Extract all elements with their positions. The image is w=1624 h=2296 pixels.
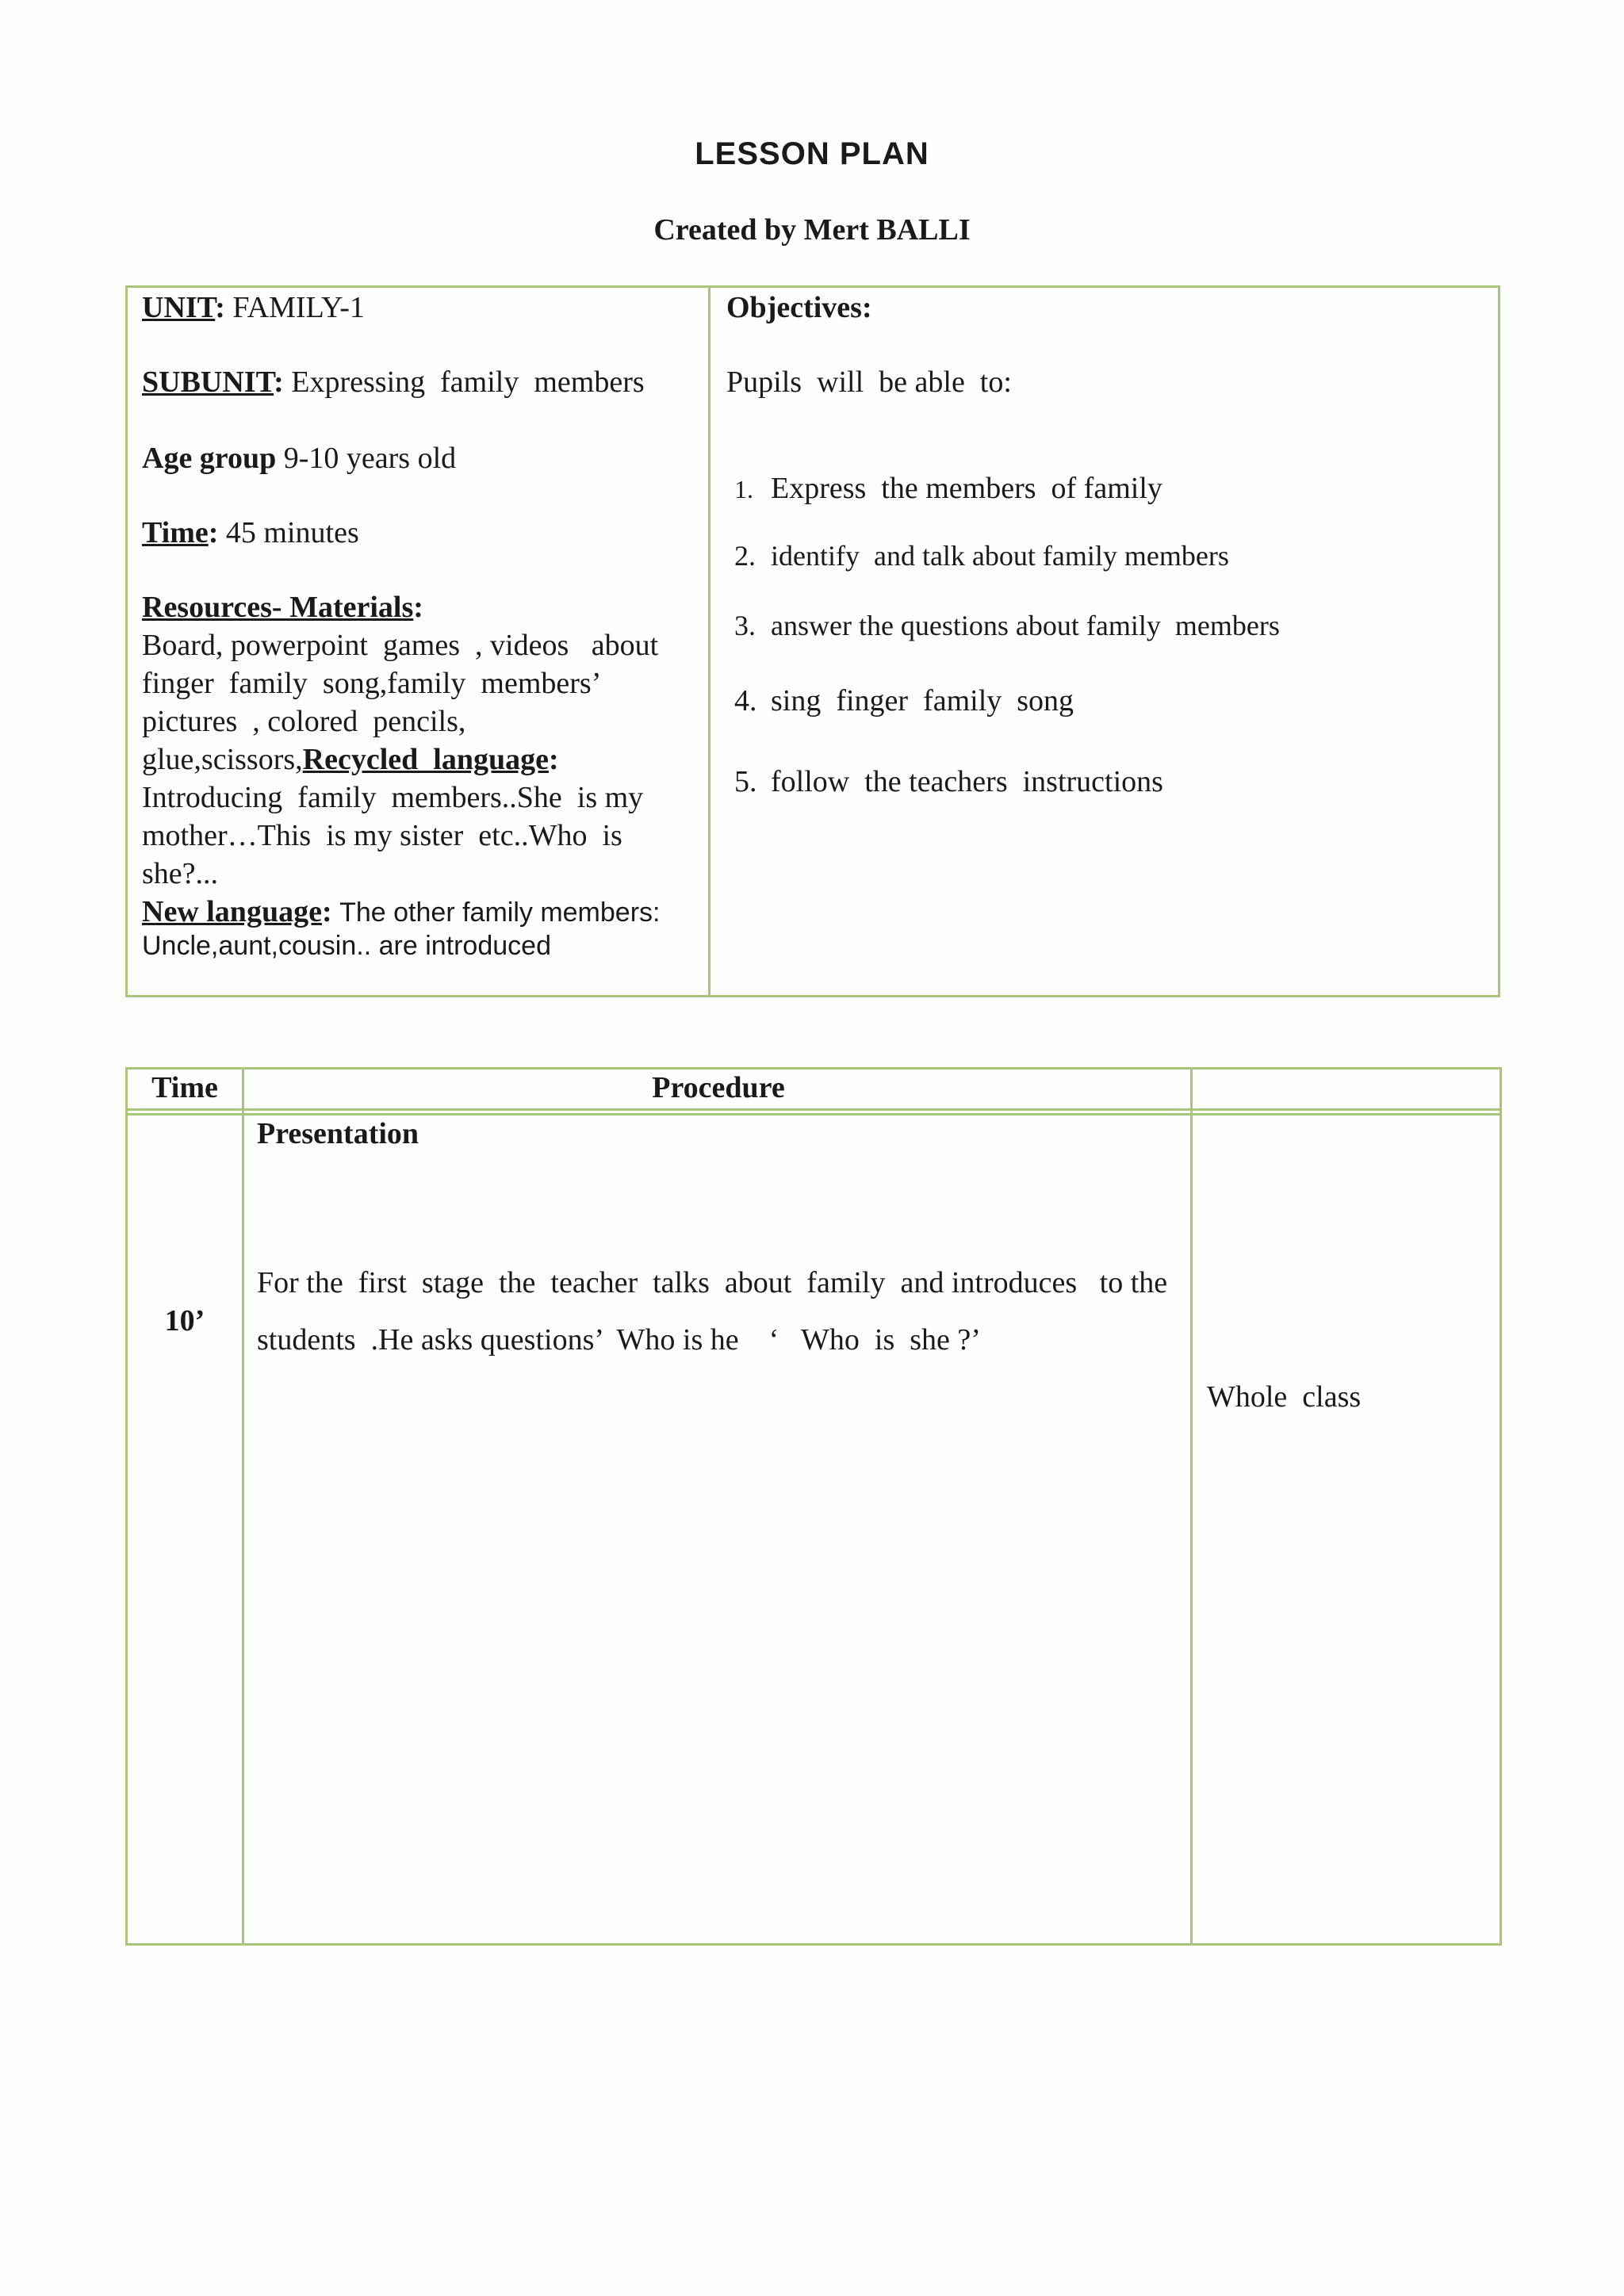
stage-title: Presentation [257,1117,419,1150]
objective-text: answer the questions about family members [771,610,1280,641]
objectives-intro: Pupils will be able to: [726,365,1012,399]
col-divider-time [242,1067,244,1946]
col-divider-procedure [1190,1067,1193,1946]
resources-line: finger family song,family members’ [142,667,602,700]
age-line [142,441,456,476]
recycled-line: mother…This is my sister etc..Who is [142,819,622,852]
interaction-type: Whole class [1207,1380,1362,1414]
objective-item [734,683,1074,718]
subunit-value: Expressing family members [291,365,645,399]
age-value: 9-10 years old [283,442,457,475]
glue-text: glue,scissors, [142,743,303,776]
subunit-line: SUBUNIT: Expressing family members [142,365,645,399]
objectives-heading: Objectives: [726,291,872,324]
objective-number: 1. [734,475,753,503]
glue-recycled-line: glue,scissors,Recycled language: [142,743,559,776]
new-language-text-2: Uncle,aunt,cousin.. are introduced [142,931,551,961]
recycled-label: Recycled language [302,743,549,776]
new-language-text: The other family members: [339,897,661,928]
time-label: Time [142,516,209,549]
col-header-procedure: Procedure [652,1071,785,1104]
row-time: 10’ [164,1304,205,1337]
new-language-label: New language [142,895,322,928]
new-language-line: New language: The other family members: [142,895,661,928]
objective-number: 4. [734,684,757,718]
header-rule [125,1108,1502,1111]
objective-item [734,609,1280,642]
page-title: LESSON PLAN [695,136,929,171]
objective-item [734,471,1162,506]
objective-text: sing finger family song [771,684,1074,718]
unit-value: FAMILY-1 [232,291,365,324]
unit-line: UNIT: FAMILY-1 [142,291,365,324]
objective-text: Express the members of family [771,472,1162,505]
header-rule-2 [125,1113,1502,1115]
recycled-line: she?... [142,857,219,890]
unit-label: UNIT [142,291,216,324]
time-value: 45 minutes [225,516,359,549]
objective-item [734,764,1163,799]
time-line: Time: 45 minutes [142,516,359,549]
age-label: Age group [142,442,277,475]
info-table-divider [708,285,710,997]
objective-number: 5. [734,765,757,798]
objective-text: follow the teachers instructions [771,765,1163,798]
resources-heading: Resources- Materials: [142,591,423,624]
resources-line: pictures , colored pencils, [142,705,466,738]
objective-number: 3. [734,610,756,641]
procedure-table [125,1067,1502,1946]
procedure-text: students .He asks questions’ Who is he ‘ Who is she ?’ [257,1323,981,1357]
objective-item [734,539,1229,572]
recycled-line: Introducing family members..She is my [142,781,644,814]
resources-label: Resources- Materials [142,591,414,624]
objective-text: identify and talk about family members [771,540,1229,572]
author-line: Created by Mert BALLI [653,213,971,247]
col-header-time: Time [151,1071,218,1104]
resources-line: Board, powerpoint games , videos about [142,629,659,662]
procedure-text: For the first stage the teacher talks about family and introduces to the [257,1266,1168,1299]
objective-number: 2. [734,540,756,572]
subunit-label: SUBUNIT [142,365,274,399]
